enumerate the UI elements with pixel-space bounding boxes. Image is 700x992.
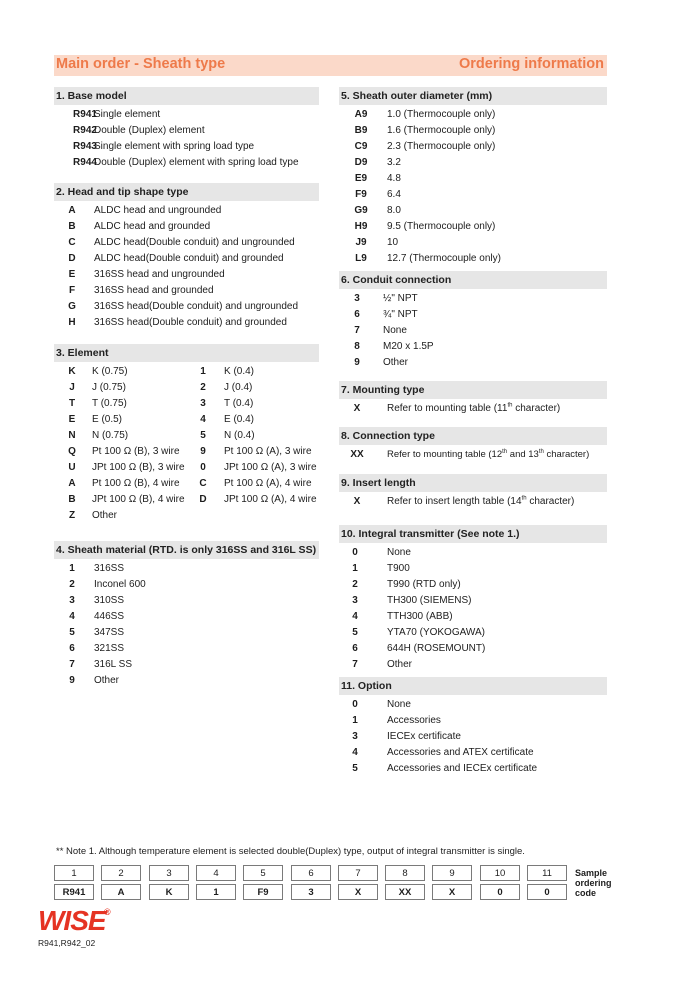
position-number: 10 [480, 865, 520, 881]
list-item [54, 641, 319, 657]
position-number: 5 [243, 865, 283, 881]
item-code: D9 [354, 157, 368, 168]
list-item [339, 447, 607, 463]
item-desc: K (0.4) [224, 366, 255, 377]
table-row [54, 444, 319, 460]
item-desc: M20 x 1.5P [383, 341, 434, 352]
item-desc: 1.0 (Thermocouple only) [387, 109, 496, 120]
list-item [54, 609, 319, 625]
section-mounting-type [339, 381, 607, 417]
list-item [54, 203, 319, 219]
list-item [339, 593, 607, 609]
item-desc: 9.5 (Thermocouple only) [387, 221, 496, 232]
table-row [54, 460, 319, 476]
item-code: G9 [354, 205, 368, 216]
item-desc: Other [94, 675, 120, 686]
item-desc: T (0.75) [92, 398, 127, 409]
item-desc: 10 [387, 237, 399, 248]
item-code: 1 [352, 563, 358, 574]
item-desc: 446SS [94, 611, 125, 622]
item-code: 2 [200, 382, 206, 393]
item-desc: JPt 100 Ω (B), 4 wire [92, 494, 185, 505]
list-item [339, 625, 607, 641]
item-desc: None [387, 547, 411, 558]
item-desc: 316SS head and grounded [94, 285, 214, 296]
list-item [54, 155, 319, 171]
item-desc: T990 (RTD only) [387, 579, 461, 590]
section-option [339, 677, 607, 777]
list-item [339, 713, 607, 729]
list-item [54, 123, 319, 139]
item-desc: 12.7 (Thermocouple only) [387, 253, 501, 264]
position-number: 4 [196, 865, 236, 881]
document-id: R941,R942_02 [38, 938, 96, 948]
sample-code-value: X [432, 884, 472, 900]
section-title: 10. Integral transmitter (See note 1.) [339, 525, 607, 543]
item-code: C [199, 478, 207, 489]
item-desc: ALDC head and grounded [94, 221, 211, 232]
item-code: 4 [352, 747, 358, 758]
list-item [54, 235, 319, 251]
item-desc: Pt 100 Ω (A), 4 wire [224, 478, 312, 489]
item-desc: JPt 100 Ω (A), 3 wire [224, 462, 317, 473]
item-desc: J (0.4) [224, 382, 253, 393]
list-item [54, 251, 319, 267]
item-desc: 316SS [94, 563, 125, 574]
item-desc: Double (Duplex) element with spring load type [94, 157, 299, 168]
sample-code-value: 3 [291, 884, 331, 900]
sample-code-value: R941 [54, 884, 94, 900]
item-desc: Other [387, 659, 413, 670]
item-code: 3 [200, 398, 206, 409]
item-code: G [68, 301, 76, 312]
item-code: B [68, 221, 76, 232]
position-number: 2 [101, 865, 141, 881]
item-code: 8 [354, 341, 360, 352]
table-row [54, 476, 319, 492]
banner-title: Main order - Sheath type [56, 56, 226, 72]
item-code: 6 [352, 643, 358, 654]
item-desc: Single element with spring load type [94, 141, 255, 152]
position-number: 3 [149, 865, 189, 881]
item-desc: 347SS [94, 627, 125, 638]
item-code: 5 [352, 763, 358, 774]
item-code: C [68, 237, 76, 248]
item-code: L9 [355, 253, 367, 264]
item-desc: 310SS [94, 595, 125, 606]
list-item [54, 299, 319, 315]
item-code: 1 [69, 563, 75, 574]
item-code: 5 [200, 430, 206, 441]
item-code: H [68, 317, 76, 328]
list-item [339, 697, 607, 713]
list-item [339, 561, 607, 577]
item-desc: E (0.5) [92, 414, 123, 425]
item-desc: Accessories [387, 715, 441, 726]
item-desc: Refer to mounting table (11th character) [387, 402, 561, 414]
item-desc: ¾" NPT [383, 309, 418, 320]
section-title: 9. Insert length [339, 474, 607, 492]
item-code: 6 [69, 643, 75, 654]
sample-code-value: 1 [196, 884, 236, 900]
item-desc: JPt 100 Ω (B), 3 wire [92, 462, 185, 473]
table-row [54, 396, 319, 412]
list-item [339, 219, 607, 235]
list-item [54, 139, 319, 155]
list-item [339, 251, 607, 267]
position-number: 6 [291, 865, 331, 881]
wise-logo: WISE ® [38, 905, 110, 936]
item-desc: IECEx certificate [387, 731, 461, 742]
list-item [54, 577, 319, 593]
item-desc: E (0.4) [224, 414, 255, 425]
item-code: D [199, 494, 207, 505]
list-item [339, 187, 607, 203]
item-desc: None [383, 325, 407, 336]
item-desc: Pt 100 Ω (A), 3 wire [224, 446, 312, 457]
item-code: 4 [200, 414, 206, 425]
item-desc: TTH300 (ABB) [387, 611, 453, 622]
position-number: 7 [338, 865, 378, 881]
item-desc: Other [383, 357, 409, 368]
item-code: 4 [69, 611, 75, 622]
sample-ordering-code-label: Sample ordering code [575, 868, 612, 898]
section-title: 4. Sheath material (RTD. is only 316SS and 316L SS) [54, 541, 319, 559]
item-code: R941 [73, 109, 97, 120]
item-code: R943 [73, 141, 97, 152]
sample-code-value: A [101, 884, 141, 900]
list-item [54, 673, 319, 689]
item-code: R942 [73, 125, 97, 136]
banner-section: Ordering information [459, 56, 604, 72]
item-code: H9 [354, 221, 368, 232]
item-code: A [68, 478, 76, 489]
section-conduit [339, 271, 607, 371]
list-item [54, 657, 319, 673]
section-title: 2. Head and tip shape type [54, 183, 319, 201]
list-item [339, 307, 607, 323]
list-item [339, 235, 607, 251]
item-desc: 644H (ROSEMOUNT) [387, 643, 486, 654]
item-code: 7 [69, 659, 75, 670]
section-title: 6. Conduit connection [339, 271, 607, 289]
item-desc: Double (Duplex) element [94, 125, 205, 136]
item-code: E [68, 269, 76, 280]
list-item [339, 657, 607, 673]
list-item [54, 315, 319, 331]
sample-code-value: F9 [243, 884, 283, 900]
item-desc: TH300 (SIEMENS) [387, 595, 472, 606]
item-desc: Pt 100 Ω (B), 4 wire [92, 478, 180, 489]
list-item [339, 745, 607, 761]
section-title: 8. Connection type [339, 427, 607, 445]
table-row [54, 380, 319, 396]
list-item [339, 729, 607, 745]
item-desc: YTA70 (YOKOGAWA) [387, 627, 485, 638]
position-number: 8 [385, 865, 425, 881]
item-code: 4 [352, 611, 358, 622]
item-code: C9 [354, 141, 368, 152]
list-item [339, 401, 607, 417]
list-item [339, 203, 607, 219]
item-desc: ALDC head and ungrounded [94, 205, 222, 216]
item-code: E9 [354, 173, 368, 184]
item-code: 9 [69, 675, 75, 686]
section-insert-length [339, 474, 607, 510]
list-item [339, 641, 607, 657]
item-code: D [68, 253, 76, 264]
section-head-tip [54, 183, 319, 331]
item-desc: None [387, 699, 411, 710]
list-item [54, 625, 319, 641]
item-desc: 6.4 [387, 189, 401, 200]
item-desc: 316SS head(Double conduit) and ungrounded [94, 301, 299, 312]
item-code: B [68, 494, 76, 505]
item-code: A9 [354, 109, 368, 120]
list-item [339, 761, 607, 777]
item-code: 3 [352, 731, 358, 742]
element-table [54, 364, 319, 524]
item-code: F [68, 285, 76, 296]
item-desc: T900 [387, 563, 410, 574]
item-code: T [68, 398, 76, 409]
item-desc: Accessories and ATEX certificate [387, 747, 534, 758]
item-desc: 316SS head and ungrounded [94, 269, 225, 280]
list-item [339, 609, 607, 625]
list-item [339, 494, 607, 510]
item-code: U [68, 462, 76, 473]
list-item [54, 219, 319, 235]
item-code: K [68, 366, 76, 377]
item-desc: Single element [94, 109, 161, 120]
list-item [339, 545, 607, 561]
section-base-model [54, 87, 319, 171]
list-item [339, 171, 607, 187]
item-desc: Accessories and IECEx certificate [387, 763, 538, 774]
item-desc: Pt 100 Ω (B), 3 wire [92, 446, 180, 457]
item-code: 0 [200, 462, 206, 473]
item-code: 3 [69, 595, 75, 606]
table-row [54, 492, 319, 508]
item-code: 5 [352, 627, 358, 638]
position-number: 11 [527, 865, 567, 881]
item-desc: ALDC head(Double conduit) and ungrounded [94, 237, 295, 248]
item-desc: 8.0 [387, 205, 401, 216]
item-code: 9 [200, 446, 206, 457]
section-title: 7. Mounting type [339, 381, 607, 399]
sample-code-value: 0 [527, 884, 567, 900]
item-desc: N (0.75) [92, 430, 129, 441]
item-code: 3 [352, 595, 358, 606]
item-code: 9 [354, 357, 360, 368]
page-banner [54, 55, 607, 76]
list-item [339, 339, 607, 355]
item-code: 7 [352, 659, 358, 670]
item-desc: Refer to insert length table (14th character) [387, 495, 575, 507]
list-item [339, 291, 607, 307]
item-code: R944 [73, 157, 97, 168]
item-desc: 1.6 (Thermocouple only) [387, 125, 496, 136]
item-desc: ½" NPT [383, 293, 418, 304]
section-integral-transmitter [339, 525, 607, 673]
item-code: J [69, 382, 75, 393]
item-code: 7 [354, 325, 360, 336]
item-desc: JPt 100 Ω (A), 4 wire [224, 494, 317, 505]
table-row [54, 412, 319, 428]
list-item [339, 155, 607, 171]
sample-code-value: XX [385, 884, 425, 900]
item-desc: Inconel 600 [94, 579, 146, 590]
item-desc: 3.2 [387, 157, 401, 168]
item-desc: 316L SS [94, 659, 132, 670]
list-item [339, 355, 607, 371]
section-connection-type [339, 427, 607, 463]
section-title: 11. Option [339, 677, 607, 695]
item-desc: J (0.75) [92, 382, 126, 393]
section-title: 5. Sheath outer diameter (mm) [339, 87, 607, 105]
item-desc: N (0.4) [224, 430, 255, 441]
item-desc: T (0.4) [224, 398, 254, 409]
section-sheath-material [54, 541, 319, 689]
item-desc: 4.8 [387, 173, 401, 184]
item-desc: 2.3 (Thermocouple only) [387, 141, 496, 152]
section-sheath-diameter [339, 87, 607, 267]
item-code: XX [350, 449, 364, 460]
item-code: 0 [352, 547, 358, 558]
item-desc: ALDC head(Double conduit) and grounded [94, 253, 284, 264]
section-title: 1. Base model [54, 87, 319, 105]
list-item [54, 283, 319, 299]
item-code: 6 [354, 309, 360, 320]
list-item [339, 139, 607, 155]
sample-code-value: 0 [480, 884, 520, 900]
item-code: 2 [69, 579, 75, 590]
list-item [54, 593, 319, 609]
table-row [54, 364, 319, 380]
footnote: ** Note 1. Although temperature element is selected double(Duplex) type, output of integral transmitter is single. [56, 846, 525, 857]
item-desc: K (0.75) [92, 366, 128, 377]
sample-code-value: X [338, 884, 378, 900]
item-code: 1 [200, 366, 206, 377]
list-item [339, 323, 607, 339]
section-element [54, 344, 319, 524]
item-code: X [353, 496, 361, 507]
list-item [339, 107, 607, 123]
item-desc: 321SS [94, 643, 125, 654]
item-code: J9 [355, 237, 367, 248]
item-code: A [68, 205, 76, 216]
section-title: 3. Element [54, 344, 319, 362]
item-code: B9 [354, 125, 368, 136]
item-desc: Other [92, 510, 118, 521]
item-desc: Refer to mounting table (12th and 13th character) [387, 448, 590, 460]
sample-code-value: K [149, 884, 189, 900]
table-row [54, 508, 319, 524]
item-desc: 316SS head(Double conduit) and grounded [94, 317, 287, 328]
item-code: 1 [352, 715, 358, 726]
item-code: 0 [352, 699, 358, 710]
list-item [339, 577, 607, 593]
item-code: E [68, 414, 76, 425]
list-item [54, 107, 319, 123]
item-code: 5 [69, 627, 75, 638]
list-item [339, 123, 607, 139]
item-code: Q [68, 446, 76, 457]
list-item [54, 267, 319, 283]
item-code: X [353, 403, 361, 414]
item-code: 2 [352, 579, 358, 590]
list-item [54, 561, 319, 577]
table-row [54, 428, 319, 444]
item-code: F9 [355, 189, 367, 200]
position-number: 9 [432, 865, 472, 881]
item-code: 3 [354, 293, 360, 304]
item-code: Z [68, 510, 76, 521]
position-number: 1 [54, 865, 94, 881]
item-code: N [68, 430, 76, 441]
